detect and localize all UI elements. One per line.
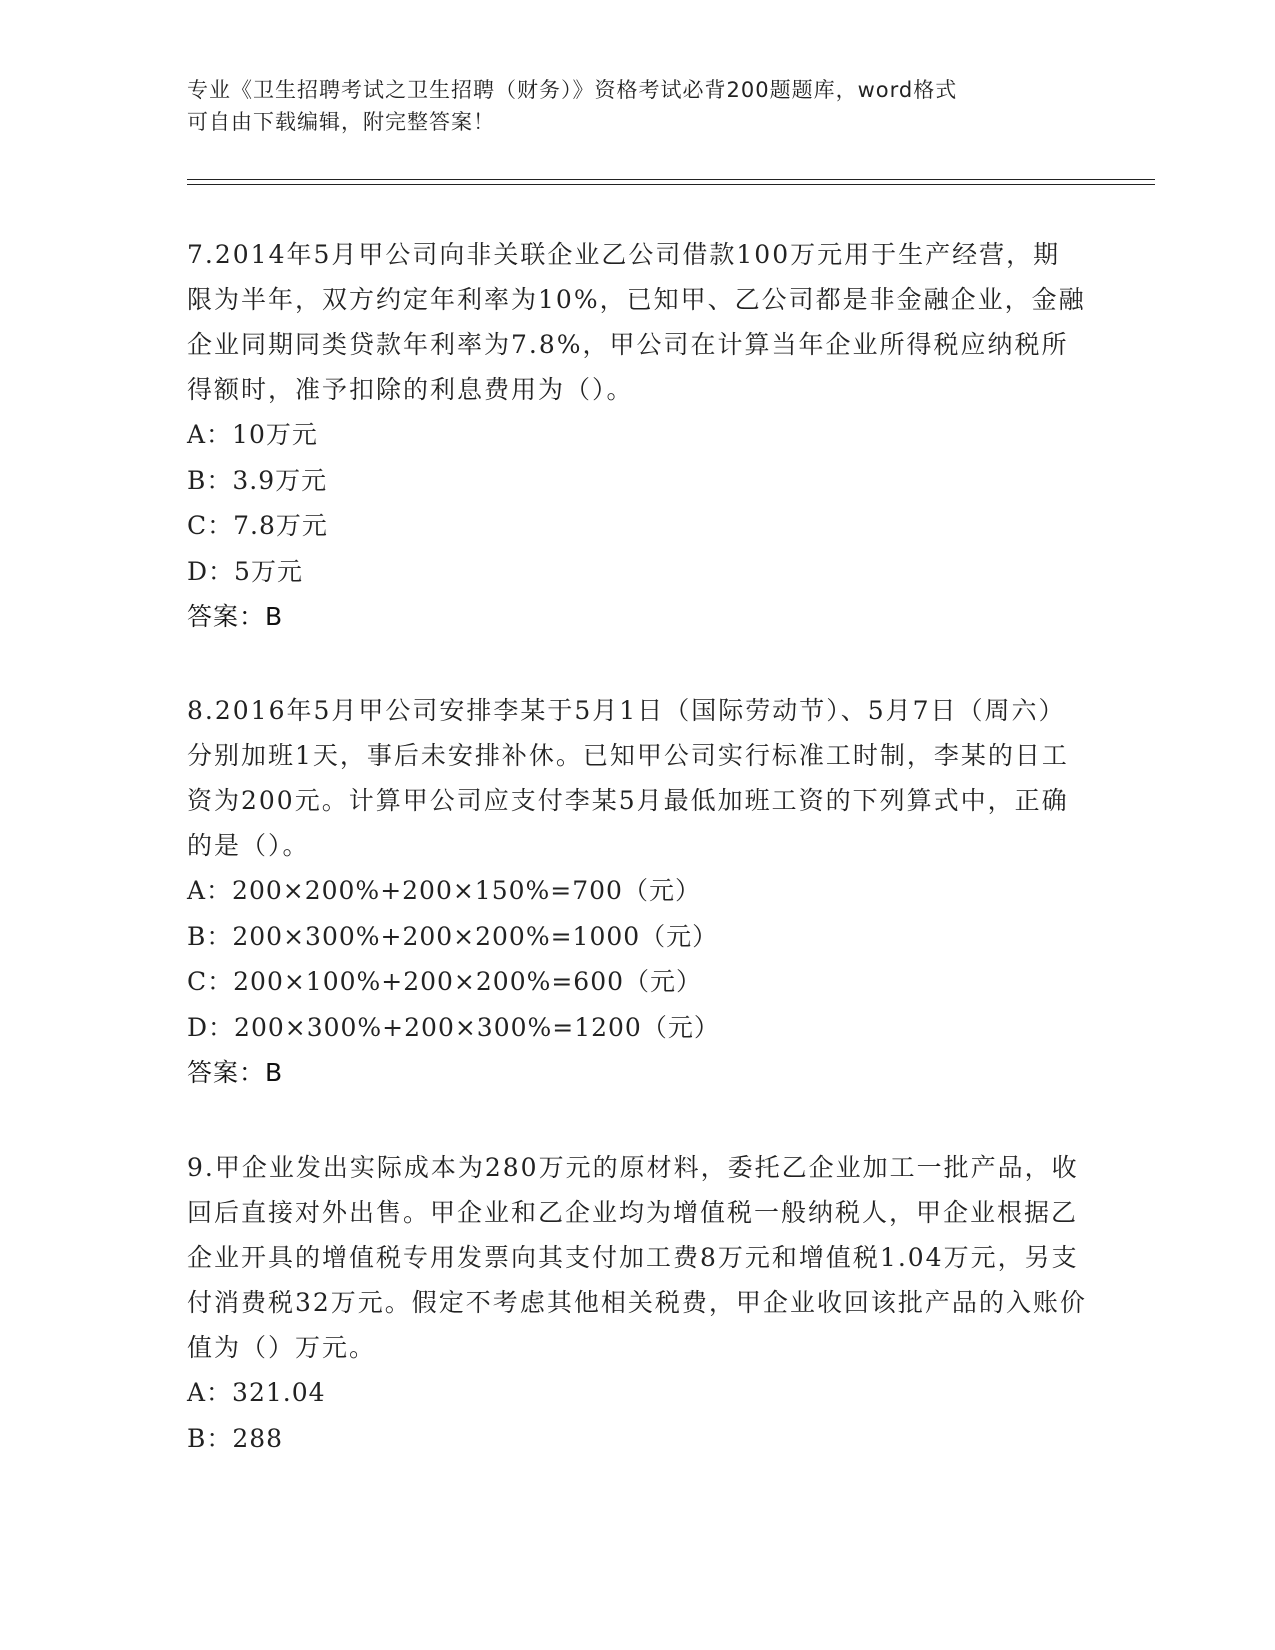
- question-stem: 9.甲企业发出实际成本为280万元的原材料，委托乙企业加工一批产品，收回后直接对外出售。甲企业和乙企业均为增值税一般纳税人，甲企业根据乙企业开具的增值税专用发票向其支付加工费8万元和增值税1.04万元，另支付消费税32万元。假定不考虑其他相关税费，甲企业收回该批产品的入账价值为（）万元。: [187, 1153, 1087, 1362]
- option-c: C：7.8万元: [187, 511, 328, 540]
- answer: 答案：B: [187, 1058, 284, 1087]
- option-c: C：200×100%+200×200%=600（元）: [187, 967, 703, 996]
- question-9: [187, 1145, 1087, 1461]
- option-a: A：10万元: [187, 420, 318, 449]
- header-divider-top: [187, 179, 1155, 180]
- question-stem: 8.2016年5月甲公司安排李某于5月1日（国际劳动节）、5月7日（周六）分别加班1天，事后未安排补休。已知甲公司实行标准工时制，李某的日工资为200元。计算甲公司应支付李某5月最低加班工资的下列算式中，正确的是（）。: [187, 696, 1069, 860]
- header-title-line-1: 专业《卫生招聘考试之卫生招聘（财务）》资格考试必背200题题库，word格式: [187, 78, 958, 102]
- option-b: B：3.9万元: [187, 465, 328, 495]
- document-header: [187, 74, 1087, 138]
- header-divider-bottom: [187, 184, 1155, 185]
- option-d: D：5万元: [187, 556, 303, 586]
- option-b: B：200×300%+200×200%=1000（元）: [187, 921, 719, 951]
- answer: 答案：B: [187, 602, 284, 631]
- option-b: B：288: [187, 1423, 284, 1453]
- option-a: A：200×200%+200×150%=700（元）: [187, 876, 701, 905]
- header-title-line-2: 可自由下载编辑，附完整答案！: [187, 110, 495, 134]
- question-stem: 7.2014年5月甲公司向非关联企业乙公司借款100万元用于生产经营，期限为半年，双方约定年利率为10%，已知甲、乙公司都是非金融企业，金融企业同期同类贷款年利率为7.8%，甲公司在计算当年企业所得税应纳税所得额时，准予扣除的利息费用为（）。: [187, 240, 1086, 404]
- option-d: D：200×300%+200×300%=1200（元）: [187, 1012, 720, 1042]
- question-7: [187, 232, 1087, 639]
- question-8: [187, 688, 1087, 1095]
- option-a: A：321.04: [187, 1378, 326, 1407]
